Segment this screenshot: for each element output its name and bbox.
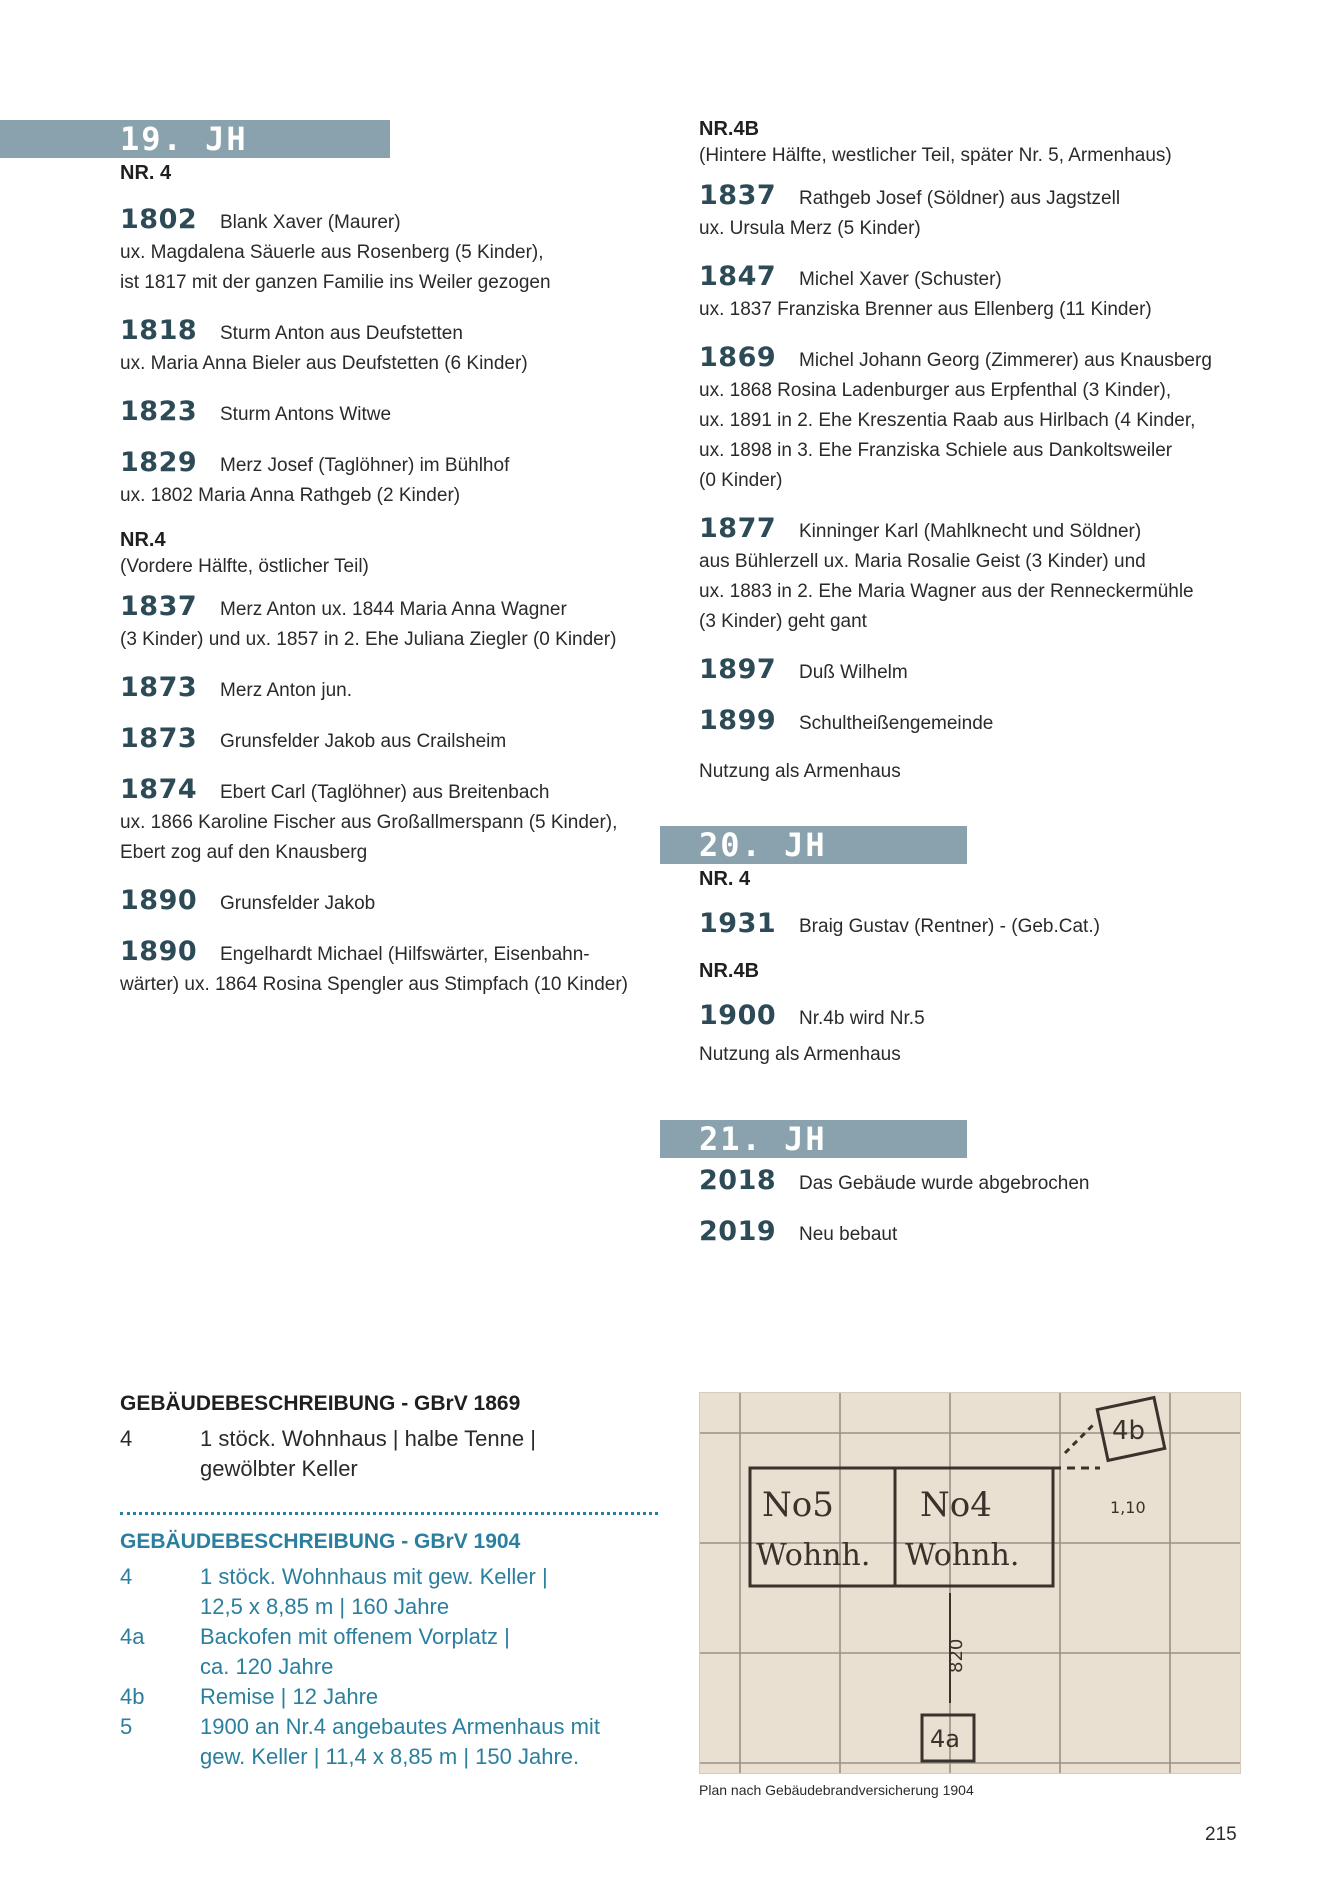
entry-text: ux. 1891 in 2. Ehe Kreszentia Raab aus Hirlbach (4 Kinder,: [699, 410, 1196, 431]
gb-row-value: 12,5 x 8,85 m | 160 Jahre: [200, 1594, 450, 1619]
entry-line: [699, 262, 1259, 295]
year: 1899: [699, 705, 777, 736]
year: 1818: [120, 315, 198, 346]
plan-caption: Plan nach Gebäudebrandversicherung 1904: [699, 1782, 974, 1798]
entry-text: Blank Xaver (Maurer): [220, 212, 401, 233]
entry-1890: [120, 937, 660, 1000]
label-110: 1,10: [1110, 1498, 1146, 1517]
label-4b: 4b: [1112, 1416, 1146, 1446]
entry-1837: [699, 181, 1259, 244]
entry-text: (0 Kinder): [699, 470, 783, 491]
section-band-21jh: [660, 1120, 967, 1158]
entry-line: [699, 181, 1259, 214]
entry-1847: [699, 262, 1259, 325]
entry-text: ux. 1802 Maria Anna Rathgeb (2 Kinder): [120, 485, 461, 506]
dotted-divider: [120, 1512, 658, 1515]
entry-line: [699, 514, 1259, 547]
nr4b-heading: NR.4B: [699, 118, 760, 140]
entry-line: [120, 481, 660, 511]
entry-text: ux. 1883 in 2. Ehe Maria Wagner aus der Renneckermühle: [699, 581, 1194, 602]
gb-row-value: 1 stöck. Wohnhaus mit gew. Keller |: [200, 1564, 548, 1589]
entry-1890: [120, 886, 660, 919]
entry-line: [120, 397, 660, 430]
gb-row-key: 4: [120, 1564, 133, 1589]
year: 1874: [120, 774, 198, 805]
entry-1877: [699, 514, 1259, 637]
entry-2019: [699, 1217, 1259, 1250]
entry-text: Sturm Anton aus Deufstetten: [220, 323, 463, 344]
year: 1873: [120, 723, 198, 754]
entry-text: (3 Kinder) und ux. 1857 in 2. Ehe Juliana Ziegler (0 Kinder): [120, 629, 617, 650]
entry-text: Merz Anton ux. 1844 Maria Anna Wagner: [220, 599, 567, 620]
entry-text: ux. 1866 Karoline Fischer aus Großallmerspann (5 Kinder),: [120, 812, 618, 833]
entry-line: [699, 706, 1259, 739]
entry-text: ux. 1837 Franziska Brenner aus Ellenberg (11 Kinder): [699, 299, 1152, 320]
entry-text: ux. Magdalena Säuerle aus Rosenberg (5 Kinder),: [120, 242, 544, 263]
entry-text: Ebert zog auf den Knausberg: [120, 842, 368, 863]
year: 1829: [120, 447, 198, 478]
gb-row-key: 4: [120, 1426, 133, 1451]
entry-1802: [120, 205, 660, 298]
entry-text: Merz Josef (Taglöhner) im Bühlhof: [220, 455, 510, 476]
entry-line: [120, 625, 660, 655]
entry-line: [699, 466, 1259, 496]
entry-line: [699, 295, 1259, 325]
year: 1890: [120, 885, 198, 916]
box-4b: [1097, 1398, 1165, 1461]
entry-line: [699, 214, 1259, 244]
entry-line: [120, 316, 660, 349]
entry-line: [120, 886, 660, 919]
entry-line: [120, 268, 660, 298]
entry-1869: [699, 343, 1259, 496]
entry-text: Grunsfelder Jakob aus Crailsheim: [220, 731, 507, 752]
entry-line: [120, 724, 660, 757]
entry-2018: [699, 1166, 1259, 1199]
entry-1823: [120, 397, 660, 430]
nr4-vordere-heading: NR.4: [120, 529, 166, 551]
entry-line: [120, 937, 660, 970]
jh20-nr4b-heading: NR.4B: [699, 960, 760, 982]
label-820: 820: [946, 1638, 967, 1673]
year: 1931: [699, 908, 777, 939]
entry-text: ux. 1898 in 3. Ehe Franziska Schiele aus Dankoltsweiler: [699, 440, 1173, 461]
entry-line: [120, 592, 660, 625]
entry-text: Kinninger Karl (Mahlknecht und Söldner): [799, 521, 1142, 542]
nr4-heading: NR. 4: [120, 162, 172, 184]
entry-line: [699, 436, 1259, 466]
entries-nr4-vordere: [120, 592, 660, 1000]
entry-text: Michel Xaver (Schuster): [799, 269, 1002, 290]
year: 1900: [699, 1000, 777, 1031]
gb-row-key: 4b: [120, 1684, 145, 1709]
entry-line: [699, 343, 1259, 376]
gb1869-block: [120, 1392, 660, 1484]
gb-row-value: Remise | 12 Jahre: [200, 1684, 379, 1709]
entry-text: ux. Ursula Merz (5 Kinder): [699, 218, 921, 239]
entry-line: [120, 238, 660, 268]
year: 1873: [120, 672, 198, 703]
entry-text: Das Gebäude wurde abgebrochen: [799, 1173, 1090, 1194]
section-band-19jh: [0, 120, 390, 158]
entries-nr4b: [699, 181, 1259, 739]
gb1904-block: [120, 1530, 660, 1772]
entry-1874: [120, 775, 660, 868]
entry-1873: [120, 724, 660, 757]
entry-text: Nr.4b wird Nr.5: [799, 1008, 925, 1029]
entry-line: [699, 577, 1259, 607]
label-wohnh-4: Wohnh.: [905, 1538, 1020, 1573]
entry-line: [120, 775, 660, 808]
gb1904-title: GEBÄUDEBESCHREIBUNG - GBrV 1904: [120, 1530, 521, 1553]
gb-row-value: 1 stöck. Wohnhaus | halbe Tenne |: [200, 1426, 536, 1451]
gb1869-rows: [120, 1424, 660, 1484]
year: 2018: [699, 1165, 777, 1196]
entry-line: [699, 376, 1259, 406]
gb-row-value: ca. 120 Jahre: [200, 1654, 334, 1679]
jh20-content: [699, 868, 1259, 1070]
gb-row: [120, 1712, 660, 1772]
section-band-20jh: [660, 826, 967, 864]
jh21-content: [699, 1166, 1259, 1250]
entry-line: [120, 970, 660, 1000]
entry-text: ux. 1868 Rosina Ladenburger aus Erpfenthal (3 Kinder),: [699, 380, 1172, 401]
year: 1847: [699, 261, 777, 292]
gb-row-value: 1900 an Nr.4 angebautes Armenhaus mit: [200, 1714, 600, 1739]
year: 1890: [120, 936, 198, 967]
page-number: 215: [1205, 1824, 1237, 1845]
entry-text: Merz Anton jun.: [220, 680, 353, 701]
entry-line: [699, 607, 1259, 637]
entry-text: Braig Gustav (Rentner) - (Geb.Cat.): [799, 916, 1100, 937]
entry-text: Rathgeb Josef (Söldner) aus Jagstzell: [799, 188, 1121, 209]
section-title-20jh: 20. JH: [699, 826, 827, 864]
jh20-nr4-heading: NR. 4: [699, 868, 751, 890]
label-4a: 4a: [930, 1725, 960, 1753]
entry-line: [120, 205, 660, 238]
gb1904-rows: [120, 1562, 660, 1772]
year: 1897: [699, 654, 777, 685]
gb1869-title: GEBÄUDEBESCHREIBUNG - GBrV 1869: [120, 1392, 521, 1415]
nr4-vordere-subtitle: (Vordere Hälfte, östlicher Teil): [120, 556, 369, 577]
gb-row: [120, 1562, 660, 1622]
year: 1869: [699, 342, 777, 373]
gb-row: [120, 1682, 660, 1712]
entry-1900: [699, 1001, 1259, 1034]
label-wohnh-5: Wohnh.: [756, 1538, 871, 1573]
section-title-21jh: 21. JH: [699, 1120, 827, 1158]
gb-row: [120, 1622, 660, 1682]
year: 1877: [699, 513, 777, 544]
year: 2019: [699, 1216, 777, 1247]
entry-1818: [120, 316, 660, 379]
building-plan-image: [699, 1392, 1241, 1774]
entry-text: Ebert Carl (Taglöhner) aus Breitenbach: [220, 782, 550, 803]
entry-line: [120, 838, 660, 868]
entry-1829: [120, 448, 660, 511]
entry-1931: [699, 909, 1259, 942]
entry-line: [120, 808, 660, 838]
entry-1899: [699, 706, 1259, 739]
entry-line: [699, 406, 1259, 436]
entry-text: Duß Wilhelm: [799, 662, 908, 683]
entry-line: [120, 448, 660, 481]
nutzung-note-2: Nutzung als Armenhaus: [699, 1044, 901, 1065]
left-column: [120, 162, 660, 1018]
entry-line: [699, 655, 1259, 688]
year: 1837: [120, 591, 198, 622]
gb-row-value: gewölbter Keller: [200, 1456, 358, 1481]
gb-row-key: 5: [120, 1714, 133, 1739]
entry-text: ux. Maria Anna Bieler aus Deufstetten (6 Kinder): [120, 353, 528, 374]
entry-line: [699, 547, 1259, 577]
entry-text: ist 1817 mit der ganzen Familie ins Weiler gezogen: [120, 272, 551, 293]
plan-sketch: [700, 1393, 1240, 1773]
entry-1897: [699, 655, 1259, 688]
entry-text: Schultheißengemeinde: [799, 713, 994, 734]
entry-text: Engelhardt Michael (Hilfswärter, Eisenbahn-: [220, 944, 590, 965]
entry-1837: [120, 592, 660, 655]
section-title-19jh: 19. JH: [120, 120, 248, 158]
nr4b-subtitle: (Hintere Hälfte, westlicher Teil, später Nr. 5, Armenhaus): [699, 145, 1172, 166]
gb-row-value: gew. Keller | 11,4 x 8,85 m | 150 Jahre.: [200, 1744, 580, 1769]
gb-row: [120, 1424, 660, 1484]
entry-text: Michel Johann Georg (Zimmerer) aus Knausberg: [799, 350, 1212, 371]
label-no4: No4: [920, 1485, 992, 1525]
box-4a: [922, 1715, 974, 1761]
entry-line: [120, 349, 660, 379]
right-column: [699, 118, 1259, 787]
entry-text: (3 Kinder) geht gant: [699, 611, 867, 632]
entry-text: wärter) ux. 1864 Rosina Spengler aus Stimpfach (10 Kinder): [120, 974, 628, 995]
entries-nr4: [120, 205, 660, 511]
entry-text: aus Bühlerzell ux. Maria Rosalie Geist (3 Kinder) und: [699, 551, 1146, 572]
entry-text: Neu bebaut: [799, 1224, 898, 1245]
year: 1837: [699, 180, 777, 211]
nutzung-note-1: Nutzung als Armenhaus: [699, 761, 901, 782]
year: 1823: [120, 396, 198, 427]
year: 1802: [120, 204, 198, 235]
entry-line: [120, 673, 660, 706]
entry-1873: [120, 673, 660, 706]
entry-text: Sturm Antons Witwe: [220, 404, 392, 425]
gb-row-key: 4a: [120, 1624, 145, 1649]
gb-row-value: Backofen mit offenem Vorplatz |: [200, 1624, 510, 1649]
label-no5: No5: [762, 1485, 834, 1525]
entry-text: Grunsfelder Jakob: [220, 893, 376, 914]
